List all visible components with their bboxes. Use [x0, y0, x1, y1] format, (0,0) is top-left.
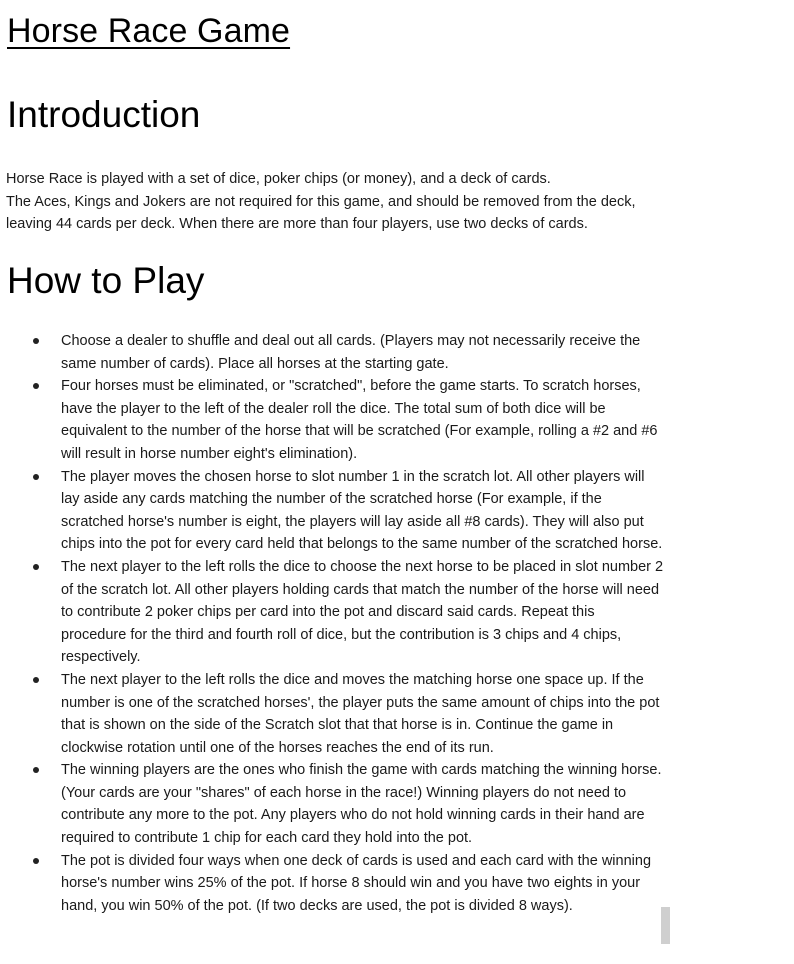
step-line: scratched horse's number is eight, the players will lay aside all #8 cards). They will also put	[61, 513, 644, 530]
how-to-play-steps	[0, 330, 794, 917]
step-line: procedure for the third and fourth roll of dice, but the contribution is 3 chips and 4 chips,	[61, 626, 622, 643]
step-line: respectively.	[61, 649, 141, 666]
step-line: The next player to the left rolls the dice and moves the matching horse one space up. If the	[61, 671, 644, 688]
introduction-heading: Introduction	[7, 94, 201, 135]
step-line: have the player to the left of the dealer roll the dice. The total sum of both dice will be	[61, 400, 606, 417]
bullet-icon	[33, 338, 39, 344]
step-line: will result in horse number eight's elimination).	[61, 445, 358, 462]
bullet-icon	[33, 474, 39, 480]
step-line: The winning players are the ones who finish the game with cards matching the winning horse.	[61, 762, 662, 779]
step-line: The player moves the chosen horse to slot number 1 in the scratch lot. All other players will	[61, 468, 645, 485]
text-cursor-mark	[661, 907, 670, 944]
step-item	[0, 330, 794, 375]
how-to-play-heading: How to Play	[7, 260, 205, 301]
step-line: same number of cards). Place all horses at the starting gate.	[61, 355, 449, 372]
bullet-icon	[33, 858, 39, 864]
step-line: hand, you win 50% of the pot. (If two decks are used, the pot is divided 8 ways).	[61, 897, 573, 914]
step-line: Four horses must be eliminated, or "scratched", before the game starts. To scratch horses,	[61, 378, 641, 395]
step-item	[0, 556, 794, 669]
bullet-icon	[33, 564, 39, 570]
step-line: required to contribute 1 chip for each card they hold into the pot.	[61, 830, 473, 847]
step-item	[0, 850, 794, 918]
step-line: clockwise rotation until one of the horses reaches the end of its run.	[61, 739, 494, 756]
step-line: that is shown on the side of the Scratch slot that that horse is in. Continue the game in	[61, 717, 614, 734]
bullet-icon	[33, 677, 39, 683]
step-line: The next player to the left rolls the dice to choose the next horse to be placed in slot number 2	[61, 558, 664, 575]
step-item	[0, 669, 794, 759]
step-item	[0, 759, 794, 849]
step-line: chips into the pot for every card held that belongs to the same number of the scratched horse.	[61, 536, 663, 553]
step-line: contribute any more to the pot. Any players who do not hold winning cards in their hand are	[61, 807, 645, 824]
step-line: lay aside any cards matching the number of the scratched horse (For example, if the	[61, 491, 602, 508]
step-item	[0, 466, 794, 556]
step-line: The pot is divided four ways when one deck of cards is used and each card with the winning	[61, 852, 652, 869]
step-line: (Your cards are your "shares" of each horse in the race!) Winning players do not need to	[61, 784, 627, 801]
introduction-line: leaving 44 cards per deck. When there are more than four players, use two decks of cards.	[6, 216, 588, 232]
step-line: to contribute 2 poker chips per card into the pot and discard said cards. Repeat this	[61, 604, 595, 621]
step-line: horse's number wins 25% of the pot. If horse 8 should win and you have two eights in your	[61, 875, 641, 892]
introduction-line: Horse Race is played with a set of dice, poker chips (or money), and a deck of cards.	[6, 171, 551, 187]
step-line: Choose a dealer to shuffle and deal out all cards. (Players may not necessarily receive the	[61, 333, 641, 349]
step-line: number is one of the scratched horses', the player puts the same amount of chips into the pot	[61, 694, 660, 711]
bullet-icon	[33, 383, 39, 389]
step-line: equivalent to the number of the horse that will be scratched (For example, rolling a #2 and #6	[61, 423, 658, 440]
step-line: of the scratch lot. All other players holding cards that match the number of the horse will need	[61, 581, 660, 598]
document-title: Horse Race Game	[7, 12, 291, 50]
bullet-icon	[33, 767, 39, 773]
introduction-line: The Aces, Kings and Jokers are not required for this game, and should be removed from the deck,	[6, 193, 636, 210]
introduction-paragraph	[6, 168, 786, 236]
step-item	[0, 375, 794, 465]
